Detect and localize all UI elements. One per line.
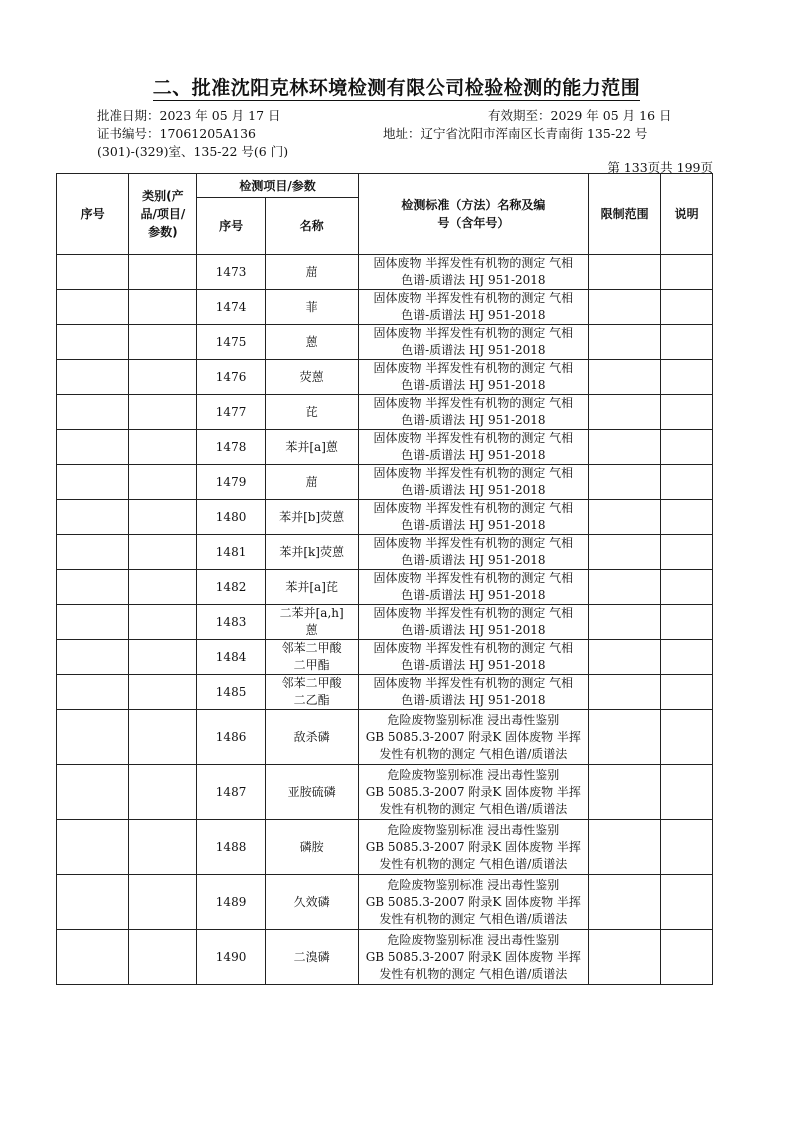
item-name: 苯并[a]芘 xyxy=(265,570,358,605)
seq-cell xyxy=(57,255,129,290)
item-number: 1483 xyxy=(197,605,265,640)
limit-cell xyxy=(589,765,661,820)
item-name-line: 邻苯二甲酸 xyxy=(281,641,342,655)
category-cell xyxy=(129,465,197,500)
standard-cell-line: GB 5085.3-2007 附录K 固体废物 半挥 xyxy=(365,839,581,854)
note-cell xyxy=(661,640,713,675)
table-body xyxy=(57,255,713,985)
limit-cell xyxy=(589,325,661,360)
standard-cell-line: 色谱-质谱法 HJ 951-2018 xyxy=(401,518,546,532)
header-limit: 限制范围 xyxy=(589,174,661,255)
item-name: 敌杀磷 xyxy=(265,710,358,765)
standard-cell-line: 发性有机物的测定 气相色谱/质谱法 xyxy=(379,856,568,871)
item-number: 1485 xyxy=(197,675,265,710)
item-number: 1484 xyxy=(197,640,265,675)
limit-cell xyxy=(589,465,661,500)
seq-cell xyxy=(57,465,129,500)
item-number: 1479 xyxy=(197,465,265,500)
note-cell xyxy=(661,930,713,985)
item-number: 1482 xyxy=(197,570,265,605)
standard-cell xyxy=(358,765,588,820)
seq-cell xyxy=(57,765,129,820)
header-note: 说明 xyxy=(661,174,713,255)
limit-cell xyxy=(589,395,661,430)
category-cell xyxy=(129,360,197,395)
item-name xyxy=(265,675,358,710)
standard-cell-line: GB 5085.3-2007 附录K 固体废物 半挥 xyxy=(365,949,581,964)
standard-cell-line: 危险废物鉴别标准 浸出毒性鉴别 xyxy=(387,822,560,837)
category-cell xyxy=(129,765,197,820)
category-cell xyxy=(129,325,197,360)
table-row xyxy=(57,395,713,430)
category-cell xyxy=(129,535,197,570)
item-number: 1474 xyxy=(197,290,265,325)
limit-cell xyxy=(589,535,661,570)
category-cell xyxy=(129,820,197,875)
category-cell xyxy=(129,875,197,930)
category-cell xyxy=(129,570,197,605)
limit-cell xyxy=(589,710,661,765)
standard-cell xyxy=(358,430,588,465)
standard-cell-line: 色谱-质谱法 HJ 951-2018 xyxy=(401,553,546,567)
limit-cell xyxy=(589,820,661,875)
item-name-line: 蒽 xyxy=(305,623,318,637)
item-number: 1486 xyxy=(197,710,265,765)
table-row xyxy=(57,765,713,820)
standard-cell-line: 发性有机物的测定 气相色谱/质谱法 xyxy=(379,966,568,981)
category-cell xyxy=(129,640,197,675)
standard-cell-line: 危险废物鉴别标准 浸出毒性鉴别 xyxy=(387,712,560,727)
limit-cell xyxy=(589,255,661,290)
standard-cell xyxy=(358,535,588,570)
item-name: 荧蒽 xyxy=(265,360,358,395)
category-cell xyxy=(129,930,197,985)
header-seq: 序号 xyxy=(57,174,129,255)
standard-cell-line: 危险废物鉴别标准 浸出毒性鉴别 xyxy=(387,877,560,892)
standard-cell-line: 固体废物 半挥发性有机物的测定 气相 xyxy=(373,256,574,270)
seq-cell xyxy=(57,360,129,395)
item-name: 磷胺 xyxy=(265,820,358,875)
note-cell xyxy=(661,570,713,605)
table-row xyxy=(57,570,713,605)
item-number: 1477 xyxy=(197,395,265,430)
item-number: 1476 xyxy=(197,360,265,395)
note-cell xyxy=(661,605,713,640)
category-cell xyxy=(129,255,197,290)
item-name: 久效磷 xyxy=(265,875,358,930)
item-number: 1478 xyxy=(197,430,265,465)
item-name: 菲 xyxy=(265,290,358,325)
limit-cell xyxy=(589,360,661,395)
standard-cell-line: 色谱-质谱法 HJ 951-2018 xyxy=(401,343,546,357)
limit-cell xyxy=(589,290,661,325)
standard-cell xyxy=(358,640,588,675)
item-name xyxy=(265,605,358,640)
seq-cell xyxy=(57,640,129,675)
seq-cell xyxy=(57,930,129,985)
note-cell xyxy=(661,875,713,930)
item-number: 1481 xyxy=(197,535,265,570)
table-row xyxy=(57,255,713,290)
item-name-line: 二乙酯 xyxy=(293,693,330,707)
table-row xyxy=(57,290,713,325)
item-name: 二溴磷 xyxy=(265,930,358,985)
standard-cell-line: 危险废物鉴别标准 浸出毒性鉴别 xyxy=(387,767,560,782)
note-cell xyxy=(661,395,713,430)
address: 地址：辽宁省沈阳市浑南区长青南街 135-22 号 xyxy=(383,126,648,141)
limit-cell xyxy=(589,675,661,710)
seq-cell xyxy=(57,325,129,360)
standard-cell-line: 固体废物 半挥发性有机物的测定 气相 xyxy=(373,431,574,445)
seq-cell xyxy=(57,710,129,765)
note-cell xyxy=(661,500,713,535)
seq-cell xyxy=(57,605,129,640)
address-continuation: (301)-(329)室、135-22 号(6 门) xyxy=(97,144,289,159)
table-row xyxy=(57,875,713,930)
header-standard: 检测标准（方法）名称及编号（含年号） xyxy=(358,174,588,255)
item-number: 1490 xyxy=(197,930,265,985)
item-name: 芘 xyxy=(265,395,358,430)
item-number: 1475 xyxy=(197,325,265,360)
standard-cell-line: 色谱-质谱法 HJ 951-2018 xyxy=(401,273,546,287)
table-row xyxy=(57,710,713,765)
standard-cell xyxy=(358,675,588,710)
item-name xyxy=(265,640,358,675)
standard-cell-line: 色谱-质谱法 HJ 951-2018 xyxy=(401,588,546,602)
certificate-number: 证书编号：17061205A136 xyxy=(97,126,257,141)
table-row xyxy=(57,640,713,675)
item-name: 亚胺硫磷 xyxy=(265,765,358,820)
table-row xyxy=(57,820,713,875)
standard-cell-line: 发性有机物的测定 气相色谱/质谱法 xyxy=(379,746,568,761)
item-number: 1480 xyxy=(197,500,265,535)
standard-cell-line: 色谱-质谱法 HJ 951-2018 xyxy=(401,623,546,637)
standard-cell-line: 色谱-质谱法 HJ 951-2018 xyxy=(401,448,546,462)
table-row xyxy=(57,605,713,640)
standard-cell-line: 固体废物 半挥发性有机物的测定 气相 xyxy=(373,606,574,620)
limit-cell xyxy=(589,875,661,930)
seq-cell xyxy=(57,395,129,430)
limit-cell xyxy=(589,500,661,535)
note-cell xyxy=(661,535,713,570)
standard-cell-line: GB 5085.3-2007 附录K 固体废物 半挥 xyxy=(365,894,581,909)
note-cell xyxy=(661,360,713,395)
standard-cell-line: 固体废物 半挥发性有机物的测定 气相 xyxy=(373,641,574,655)
seq-cell xyxy=(57,820,129,875)
header-item-seq: 序号 xyxy=(197,198,265,255)
seq-cell xyxy=(57,430,129,465)
table-row xyxy=(57,535,713,570)
category-cell xyxy=(129,500,197,535)
standard-cell xyxy=(358,290,588,325)
standard-cell xyxy=(358,930,588,985)
item-number: 1489 xyxy=(197,875,265,930)
category-cell xyxy=(129,710,197,765)
header-item-name: 名称 xyxy=(265,198,358,255)
standard-cell-line: 固体废物 半挥发性有机物的测定 气相 xyxy=(373,501,574,515)
note-cell xyxy=(661,710,713,765)
standard-cell xyxy=(358,710,588,765)
item-name: 苯并[b]荧蒽 xyxy=(265,500,358,535)
table-row xyxy=(57,675,713,710)
seq-cell xyxy=(57,570,129,605)
standard-cell xyxy=(358,820,588,875)
limit-cell xyxy=(589,570,661,605)
standard-cell-line: 色谱-质谱法 HJ 951-2018 xyxy=(401,308,546,322)
standard-cell xyxy=(358,325,588,360)
standard-cell-line: 固体废物 半挥发性有机物的测定 气相 xyxy=(373,571,574,585)
standard-cell xyxy=(358,875,588,930)
page-number: 第 133页共 199页 xyxy=(607,160,713,175)
standard-cell xyxy=(358,605,588,640)
table-row xyxy=(57,360,713,395)
note-cell xyxy=(661,325,713,360)
standard-cell-line: 固体废物 半挥发性有机物的测定 气相 xyxy=(373,536,574,550)
standard-cell-line: 固体废物 半挥发性有机物的测定 气相 xyxy=(373,326,574,340)
standard-cell xyxy=(358,500,588,535)
standard-cell xyxy=(358,395,588,430)
category-cell xyxy=(129,395,197,430)
note-cell xyxy=(661,675,713,710)
item-name-line: 二甲酯 xyxy=(293,658,330,672)
standard-cell-line: GB 5085.3-2007 附录K 固体废物 半挥 xyxy=(365,729,581,744)
standard-cell-line: 固体废物 半挥发性有机物的测定 气相 xyxy=(373,361,574,375)
standard-cell-line: 固体废物 半挥发性有机物的测定 气相 xyxy=(373,291,574,305)
table-row xyxy=(57,930,713,985)
item-number: 1487 xyxy=(197,765,265,820)
limit-cell xyxy=(589,605,661,640)
limit-cell xyxy=(589,430,661,465)
note-cell xyxy=(661,290,713,325)
standard-cell-line: 色谱-质谱法 HJ 951-2018 xyxy=(401,413,546,427)
item-number: 1473 xyxy=(197,255,265,290)
note-cell xyxy=(661,465,713,500)
item-name: 苯并[a]蒽 xyxy=(265,430,358,465)
note-cell xyxy=(661,765,713,820)
valid-until: 有效期至：2029 年 05 月 16 日 xyxy=(488,108,672,123)
standard-cell-line: 发性有机物的测定 气相色谱/质谱法 xyxy=(379,801,568,816)
item-name: 蒽 xyxy=(265,325,358,360)
capability-table xyxy=(56,173,713,985)
item-name: 䓛 xyxy=(265,465,358,500)
standard-cell xyxy=(358,360,588,395)
limit-cell xyxy=(589,640,661,675)
item-name: 苯并[k]荧蒽 xyxy=(265,535,358,570)
standard-cell-line: 固体废物 半挥发性有机物的测定 气相 xyxy=(373,396,574,410)
item-name-line: 邻苯二甲酸 xyxy=(281,676,342,690)
header-category: 类别(产品/项目/参数) xyxy=(129,174,197,255)
page-title: 二、批准沈阳克林环境检测有限公司检验检测的能力范围 xyxy=(152,77,641,99)
header-item-group: 检测项目/参数 xyxy=(197,174,358,198)
seq-cell xyxy=(57,875,129,930)
standard-cell xyxy=(358,465,588,500)
item-name: 䓛 xyxy=(265,255,358,290)
item-name-line: 二苯并[a,h] xyxy=(279,606,344,620)
standard-cell-line: 固体废物 半挥发性有机物的测定 气相 xyxy=(373,466,574,480)
standard-cell-line: 危险废物鉴别标准 浸出毒性鉴别 xyxy=(387,932,560,947)
table-row xyxy=(57,465,713,500)
standard-cell xyxy=(358,255,588,290)
standard-cell-line: 发性有机物的测定 气相色谱/质谱法 xyxy=(379,911,568,926)
category-cell xyxy=(129,290,197,325)
standard-cell xyxy=(358,570,588,605)
item-number: 1488 xyxy=(197,820,265,875)
limit-cell xyxy=(589,930,661,985)
standard-cell-line: 色谱-质谱法 HJ 951-2018 xyxy=(401,483,546,497)
standard-cell-line: 固体废物 半挥发性有机物的测定 气相 xyxy=(373,676,574,690)
standard-cell-line: 色谱-质谱法 HJ 951-2018 xyxy=(401,693,546,707)
seq-cell xyxy=(57,500,129,535)
category-cell xyxy=(129,430,197,465)
note-cell xyxy=(661,430,713,465)
standard-cell-line: 色谱-质谱法 HJ 951-2018 xyxy=(401,658,546,672)
seq-cell xyxy=(57,675,129,710)
standard-cell-line: GB 5085.3-2007 附录K 固体废物 半挥 xyxy=(365,784,581,799)
category-cell xyxy=(129,605,197,640)
table-row xyxy=(57,325,713,360)
note-cell xyxy=(661,255,713,290)
note-cell xyxy=(661,820,713,875)
category-cell xyxy=(129,675,197,710)
standard-cell-line: 色谱-质谱法 HJ 951-2018 xyxy=(401,378,546,392)
seq-cell xyxy=(57,290,129,325)
table-row xyxy=(57,500,713,535)
table-row xyxy=(57,430,713,465)
approve-date: 批准日期：2023 年 05 月 17 日 xyxy=(97,108,281,123)
seq-cell xyxy=(57,535,129,570)
